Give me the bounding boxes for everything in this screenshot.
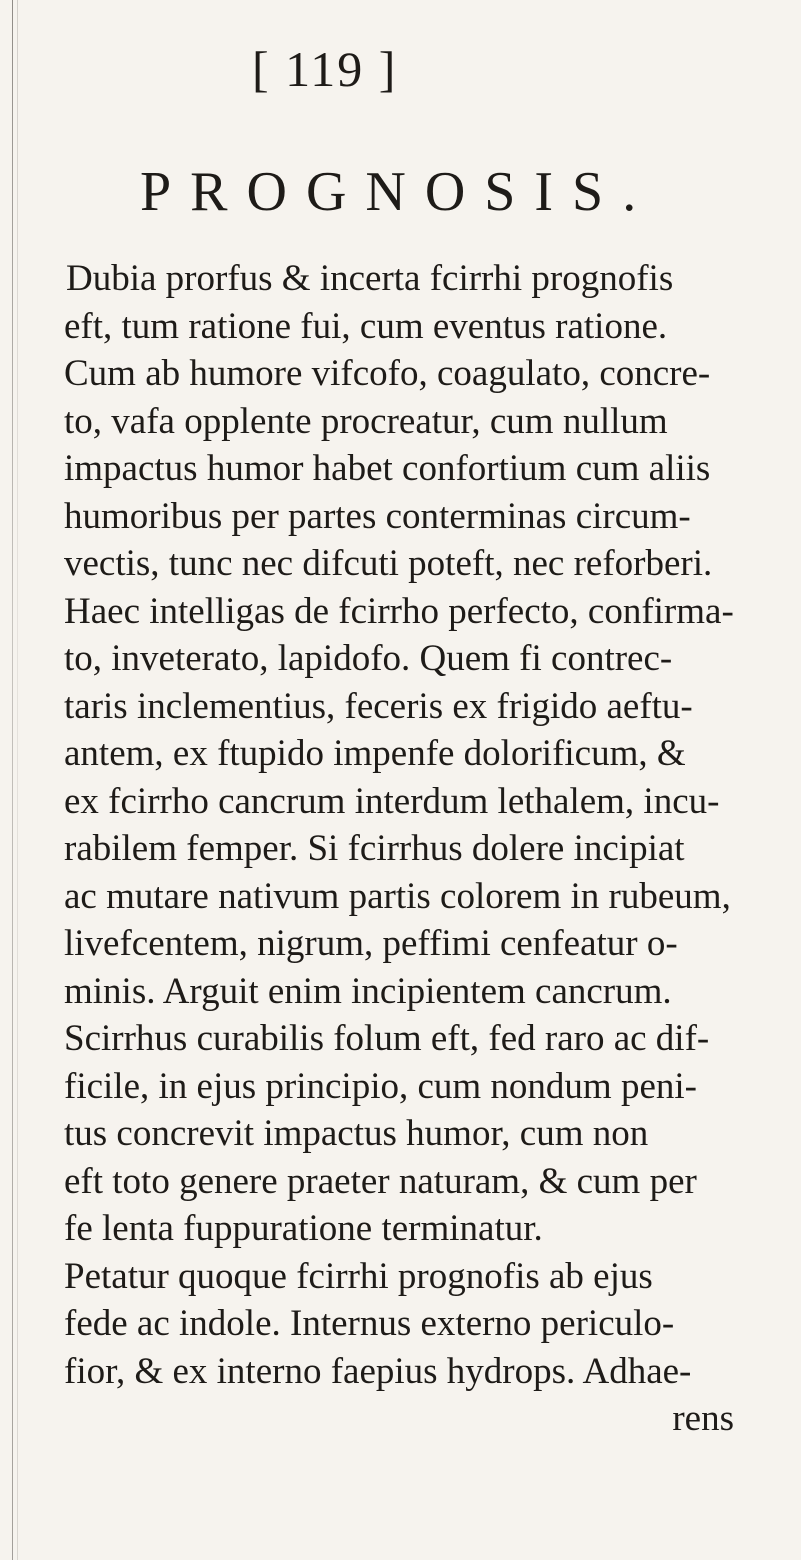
text-line: to, vafa opplente procreatur, cum nullum (64, 400, 668, 442)
text-line: Dubia prorfus & incerta fcirrhi prognofis (66, 258, 674, 299)
text-line: fior, & ex interno faepius hydrops. Adhae- (64, 1350, 692, 1392)
text-line: fe lenta fuppuratione terminatur. (64, 1208, 543, 1249)
text-line: Petatur quoque fcirrhi prognofis ab ejus (64, 1255, 653, 1297)
gutter-shadow (12, 0, 13, 1560)
text-line: rabilem femper. Si fcirrhus dolere incipiat (64, 828, 685, 869)
gutter-shadow-secondary (17, 0, 18, 1560)
text-line: taris inclementius, feceris ex frigido aeftu- (64, 685, 693, 727)
text-line: Cum ab humore vifcofo, coagulato, concre- (64, 353, 711, 394)
text-line: antem, ex ftupido impenfe dolorificum, & (64, 733, 686, 774)
page-number: [ 119 ] (252, 41, 398, 97)
text-line: eft, tum ratione fui, cum eventus ratione. (64, 305, 668, 347)
body-text (64, 255, 754, 1443)
text-line: eft toto genere praeter naturam, & cum per (64, 1160, 697, 1202)
text-line: humoribus per partes conterminas circum- (64, 495, 691, 537)
text-line: to, inveterato, lapidofo. Quem fi contrec- (64, 638, 673, 679)
text-line: ex fcirrho cancrum interdum lethalem, incu- (64, 780, 720, 822)
catchword: rens (672, 1398, 734, 1439)
text-line: Haec intelligas de fcirrho perfecto, confirma- (64, 590, 734, 632)
text-line: ficile, in ejus principio, cum nondum peni- (64, 1065, 697, 1107)
text-line: impactus humor habet confortium cum aliis (64, 448, 711, 489)
section-title: PROGNOSIS. (140, 161, 656, 223)
text-line: fede ac indole. Internus externo periculo- (64, 1303, 675, 1344)
text-line: vectis, tunc nec difcuti poteft, nec reforberi. (64, 543, 713, 584)
text-line: Scirrhus curabilis folum eft, fed raro ac dif- (64, 1018, 710, 1059)
text-line: ac mutare nativum partis colorem in rubeum, (64, 875, 731, 917)
text-line: livefcentem, nigrum, peffimi cenfeatur o- (64, 923, 678, 964)
text-line: minis. Arguit enim incipientem cancrum. (64, 970, 672, 1012)
text-line: tus concrevit impactus humor, cum non (64, 1113, 649, 1154)
